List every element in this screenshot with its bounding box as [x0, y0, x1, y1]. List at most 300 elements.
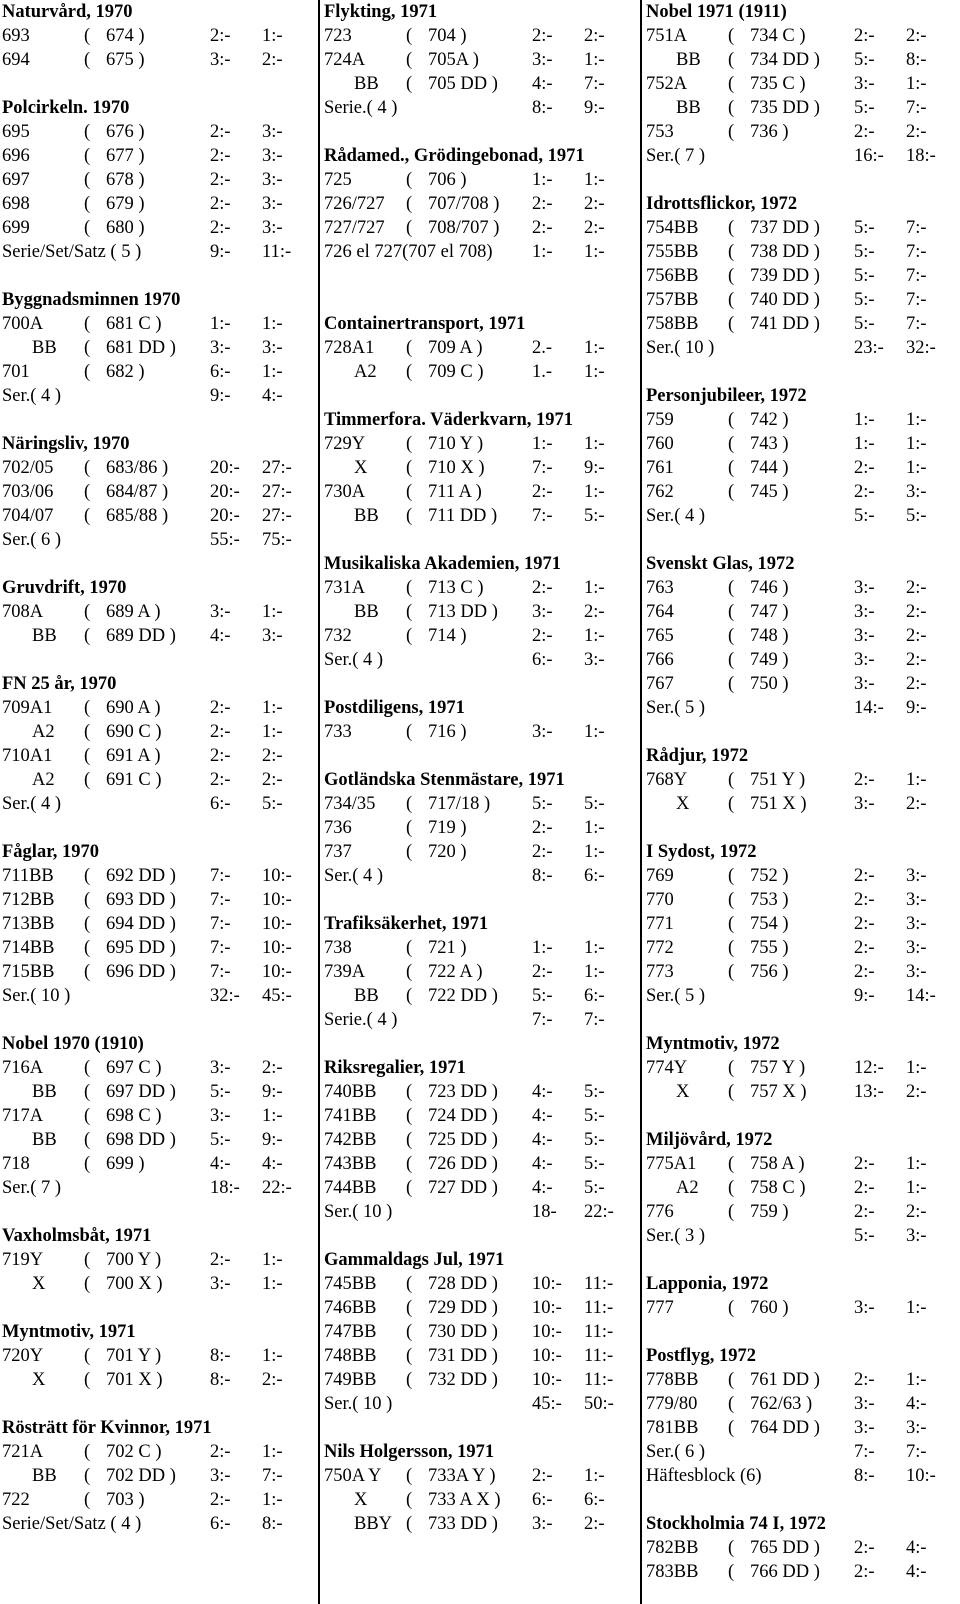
close-paren: ) [150, 1106, 162, 1126]
price-used: 2:- [906, 626, 927, 646]
open-paren: ( [406, 362, 413, 382]
price-used: 2:- [584, 1514, 605, 1534]
section-spacer [0, 72, 314, 96]
price-unused: 3:- [854, 74, 875, 94]
set-label: Serie.( 4 ) [324, 98, 398, 118]
catalog-number: 762 [646, 482, 674, 502]
cross-reference [428, 480, 482, 504]
cross-reference-number: 694 DD [106, 914, 166, 934]
open-paren: ( [406, 1082, 413, 1102]
cross-reference-number: 700 X [106, 1274, 152, 1294]
catalog-number: 717A [2, 1106, 44, 1126]
catalog-number: 746BB [324, 1298, 377, 1318]
open-paren: ( [728, 770, 735, 790]
catalog-number: 750A Y [324, 1466, 382, 1486]
close-paren: ) [157, 458, 169, 478]
price-unused: 5:- [854, 218, 875, 238]
price-unused: 7:- [854, 1442, 875, 1462]
close-paren: ) [150, 1346, 162, 1366]
stamp-row [644, 864, 958, 888]
price-used: 3:- [906, 962, 927, 982]
cross-reference-number: 707/708 [428, 194, 489, 214]
catalog-section [322, 1416, 636, 1536]
close-paren: ) [809, 1538, 820, 1558]
close-paren: ) [809, 1370, 820, 1390]
section-spacer [644, 360, 958, 384]
stamp-row [0, 1104, 314, 1128]
catalog-number: BB [32, 1466, 57, 1486]
catalog-section [322, 384, 636, 528]
price-unused: 3:- [854, 1394, 875, 1414]
cross-reference [428, 24, 467, 48]
cross-reference [106, 864, 176, 888]
cross-reference [428, 336, 483, 360]
cross-reference [750, 288, 820, 312]
catalog-number: 736 [324, 818, 352, 838]
close-paren: ) [809, 242, 820, 262]
cross-reference-number: 756 [750, 962, 778, 982]
close-paren: ) [487, 1178, 498, 1198]
stamp-row [322, 1152, 636, 1176]
column-divider [640, 0, 642, 1604]
stamp-row [322, 456, 636, 480]
close-paren: ) [455, 938, 467, 958]
open-paren: ( [406, 626, 413, 646]
cross-reference-number: 701 Y [106, 1346, 151, 1366]
open-paren: ( [84, 1370, 91, 1390]
cross-reference-number: 720 [428, 842, 456, 862]
close-paren: ) [133, 362, 145, 382]
stamp-row [0, 144, 314, 168]
cross-reference-number: 758 C [750, 1178, 795, 1198]
price-unused: 6:- [532, 1490, 553, 1510]
price-unused: 5:- [210, 1082, 231, 1102]
set-label: Ser.( 10 ) [2, 986, 71, 1006]
open-paren: ( [728, 626, 735, 646]
cross-reference [428, 72, 498, 96]
open-paren: ( [728, 1058, 735, 1078]
stamp-row [0, 24, 314, 48]
catalog-number: 761 [646, 458, 674, 478]
price-unused: 5:- [854, 1226, 875, 1246]
set-label: Ser.( 10 ) [324, 1394, 393, 1414]
catalog-number: 782BB [646, 1538, 699, 1558]
cross-reference [750, 1560, 820, 1584]
open-paren: ( [84, 1466, 91, 1486]
close-paren: ) [151, 1370, 163, 1390]
price-unused: 5:- [210, 1130, 231, 1150]
price-unused: 3:- [854, 650, 875, 670]
close-paren: ) [777, 602, 789, 622]
open-paren: ( [406, 1514, 413, 1534]
cross-reference-number: 711 A [428, 482, 472, 502]
price-unused: 2:- [210, 1442, 231, 1462]
cross-reference-number: 702 DD [106, 1466, 166, 1486]
set-label: Häftesblock (6) [646, 1466, 762, 1486]
open-paren: ( [728, 314, 735, 334]
open-paren: ( [406, 1370, 413, 1390]
price-used: 2:- [262, 50, 283, 70]
cross-reference [428, 1512, 498, 1536]
open-paren: ( [84, 314, 91, 334]
price-unused: 3:- [210, 1106, 231, 1126]
price-used: 2:- [584, 218, 605, 238]
cross-reference-number: 755 [750, 938, 778, 958]
stamp-row [322, 1368, 636, 1392]
price-used: 8:- [262, 1514, 283, 1534]
stamp-row [322, 72, 636, 96]
open-paren: ( [728, 674, 735, 694]
stamp-row [644, 576, 958, 600]
set-label: Ser.( 7 ) [646, 146, 706, 166]
open-paren: ( [728, 914, 735, 934]
close-paren: ) [455, 818, 467, 838]
price-unused: 1:- [854, 410, 875, 430]
section-spacer [322, 384, 636, 408]
cross-reference [106, 48, 145, 72]
catalog-number: 710A1 [2, 746, 53, 766]
cross-reference-number: 681 DD [106, 338, 166, 358]
catalog-number: BBY [354, 1514, 393, 1534]
price-unused: 9:- [854, 986, 875, 1006]
price-unused: 20:- [210, 458, 240, 478]
close-paren: ) [472, 578, 484, 598]
set-label: Ser.( 4 ) [646, 506, 706, 526]
catalog-number: A2 [676, 1178, 699, 1198]
price-used: 1:- [584, 842, 605, 862]
stamp-row [322, 432, 636, 456]
price-used: 3:- [906, 1226, 927, 1246]
price-unused: 2:- [210, 722, 231, 742]
stamp-row [0, 1272, 314, 1296]
cross-reference-number: 747 [750, 602, 778, 622]
price-used: 27:- [262, 482, 292, 502]
price-used: 7:- [262, 1466, 283, 1486]
section-spacer [644, 1008, 958, 1032]
price-used: 7:- [906, 98, 927, 118]
price-unused: 8:- [532, 866, 553, 886]
cross-reference-number: 762/63 [750, 1394, 802, 1414]
section-title: Musikaliska Akademien, 1971 [324, 554, 561, 574]
open-paren: ( [728, 50, 735, 70]
price-used: 4:- [906, 1538, 927, 1558]
cross-reference-number: 761 DD [750, 1370, 810, 1390]
catalog-number: 771 [646, 914, 674, 934]
section-title: Naturvård, 1970 [2, 2, 133, 22]
price-unused: 10:- [532, 1274, 562, 1294]
close-paren: ) [777, 938, 789, 958]
cross-reference [750, 432, 789, 456]
open-paren: ( [406, 986, 413, 1006]
price-unused: 8:- [854, 1466, 875, 1486]
stamp-row [0, 720, 314, 744]
catalog-section [0, 264, 314, 408]
cross-reference [428, 840, 467, 864]
price-unused: 3:- [532, 602, 553, 622]
cross-reference [428, 792, 490, 816]
cross-reference-number: 726 DD [428, 1154, 488, 1174]
close-paren: ) [487, 1346, 498, 1366]
price-used: 8:- [906, 50, 927, 70]
price-unused: 2:- [532, 578, 553, 598]
open-paren: ( [406, 602, 413, 622]
close-paren: ) [487, 74, 498, 94]
close-paren: ) [809, 290, 820, 310]
set-label: Ser.( 3 ) [646, 1226, 706, 1246]
set-total-row [0, 792, 314, 816]
section-title: Rådjur, 1972 [646, 746, 749, 766]
section-spacer [0, 1296, 314, 1320]
catalog-number: 751A [646, 26, 688, 46]
price-used: 3:- [584, 650, 605, 670]
catalog-section [644, 1248, 958, 1320]
cross-reference-number: 706 [428, 170, 456, 190]
price-used: 2:- [262, 1370, 283, 1390]
stamp-row [644, 1152, 958, 1176]
cross-reference [106, 24, 145, 48]
catalog-number: 720Y [2, 1346, 44, 1366]
catalog-number: 776 [646, 1202, 674, 1222]
cross-reference [106, 1440, 162, 1464]
catalog-section [322, 744, 636, 888]
cross-reference [106, 456, 168, 480]
price-unused: 3:- [532, 722, 553, 742]
close-paren: ) [471, 482, 482, 502]
price-used: 1:- [584, 722, 605, 742]
open-paren: ( [84, 482, 91, 502]
close-paren: ) [777, 890, 789, 910]
close-paren: ) [488, 218, 500, 238]
price-used: 27:- [262, 506, 292, 526]
cross-reference [106, 1464, 176, 1488]
cross-reference [106, 216, 145, 240]
stamp-row [0, 1248, 314, 1272]
open-paren: ( [84, 1106, 91, 1126]
cross-reference [750, 600, 789, 624]
cross-reference-number: 748 [750, 626, 778, 646]
price-unused: 2:- [532, 218, 553, 238]
open-paren: ( [406, 1154, 413, 1174]
price-used: 4:- [906, 1562, 927, 1582]
catalog-number: 730A [324, 482, 366, 502]
price-used: 1:- [262, 698, 283, 718]
close-paren: ) [809, 1418, 820, 1438]
price-unused: 2:- [532, 842, 553, 862]
close-paren: ) [133, 50, 145, 70]
section-spacer [0, 648, 314, 672]
close-paren: ) [479, 794, 491, 814]
price-used: 27:- [262, 458, 292, 478]
section-title: Fåglar, 1970 [2, 842, 99, 862]
cross-reference [106, 1344, 161, 1368]
close-paren: ) [487, 1106, 498, 1126]
cross-reference [750, 912, 789, 936]
price-used: 3:- [262, 146, 283, 166]
catalog-section [644, 528, 958, 720]
price-unused: 5:- [854, 290, 875, 310]
column-divider [318, 0, 320, 1604]
cross-reference-number: 733 A X [428, 1490, 490, 1510]
catalog-number: 749BB [324, 1370, 377, 1390]
stamp-row [644, 936, 958, 960]
catalog-number: 733 [324, 722, 352, 742]
cross-reference [428, 984, 498, 1008]
cross-reference-number: 735 DD [750, 98, 810, 118]
cross-reference-number: 682 [106, 362, 134, 382]
cross-reference [106, 624, 176, 648]
cross-reference [106, 360, 145, 384]
price-used: 2:- [906, 794, 927, 814]
cross-reference [106, 1272, 163, 1296]
stamp-row [644, 1416, 958, 1440]
cross-reference-number: 691 C [106, 770, 151, 790]
price-used: 32:- [906, 338, 936, 358]
price-used: 2:- [906, 674, 927, 694]
open-paren: ( [84, 50, 91, 70]
cross-reference-number: 744 [750, 458, 778, 478]
stamp-row [0, 888, 314, 912]
cross-reference [106, 1488, 145, 1512]
catalog-number: 745BB [324, 1274, 377, 1294]
cross-reference-number: 754 [750, 914, 778, 934]
cross-reference-number: 733A Y [428, 1466, 485, 1486]
section-title: Gotländska Stenmästare, 1971 [324, 770, 565, 790]
set-total-row [0, 1176, 314, 1200]
price-used: 2:- [906, 578, 927, 598]
close-paren: ) [794, 26, 806, 46]
price-unused: 4:- [532, 1130, 553, 1150]
cross-reference-number: 705 DD [428, 74, 488, 94]
set-total-row [644, 336, 958, 360]
catalog-number: X [354, 1490, 368, 1510]
price-used: 45:- [262, 986, 292, 1006]
open-paren: ( [84, 746, 91, 766]
price-used: 1:- [584, 242, 605, 262]
price-unused: 2:- [532, 626, 553, 646]
close-paren: ) [809, 314, 820, 334]
catalog-section [0, 648, 314, 816]
catalog-number: 768Y [646, 770, 688, 790]
set-label: Ser.( 6 ) [2, 530, 62, 550]
cross-reference [106, 336, 176, 360]
price-unused: 2:- [210, 146, 231, 166]
close-paren: ) [777, 482, 789, 502]
cross-reference-number: 746 [750, 578, 778, 598]
close-paren: ) [150, 1058, 162, 1078]
close-paren: ) [487, 1298, 498, 1318]
price-unused: 32:- [210, 986, 240, 1006]
price-unused: 2:- [532, 26, 553, 46]
price-unused: 18- [532, 1202, 557, 1222]
cross-reference-number: 757 X [750, 1082, 796, 1102]
price-unused: 14:- [854, 698, 884, 718]
price-used: 1:- [584, 434, 605, 454]
price-used: 1:- [584, 818, 605, 838]
section-spacer [644, 816, 958, 840]
open-paren: ( [406, 74, 413, 94]
price-unused: 18:- [210, 1178, 240, 1198]
stamp-row [0, 120, 314, 144]
cross-reference [428, 936, 467, 960]
cross-reference [750, 408, 789, 432]
cross-reference-number: 709 C [428, 362, 473, 382]
stamp-row [644, 264, 958, 288]
cross-reference [750, 1056, 805, 1080]
section-spacer [322, 120, 636, 144]
stamp-row [644, 120, 958, 144]
open-paren: ( [728, 74, 735, 94]
stamp-row [0, 480, 314, 504]
price-used: 1:- [906, 770, 927, 790]
price-used: 3:- [262, 122, 283, 142]
stamp-row [0, 1344, 314, 1368]
close-paren: ) [149, 746, 161, 766]
cross-reference [750, 480, 789, 504]
section-spacer [644, 1104, 958, 1128]
price-used: 1:- [584, 1466, 605, 1486]
price-used: 10:- [262, 890, 292, 910]
set-total-row [644, 144, 958, 168]
catalog-number: 731A [324, 578, 366, 598]
catalog-number: 772 [646, 938, 674, 958]
cross-reference [428, 1344, 498, 1368]
cross-reference [428, 216, 499, 240]
price-unused: 7:- [210, 914, 231, 934]
catalog-section [322, 120, 636, 264]
cross-reference-number: 714 [428, 626, 456, 646]
cross-reference [106, 696, 161, 720]
open-paren: ( [728, 458, 735, 478]
cross-reference-number: 713 C [428, 578, 473, 598]
close-paren: ) [165, 866, 176, 886]
price-used: 1:- [906, 434, 927, 454]
cross-reference [750, 456, 789, 480]
price-unused: 2:- [854, 458, 875, 478]
cross-reference-number: 736 [750, 122, 778, 142]
catalog-section [644, 1008, 958, 1104]
price-unused: 2:- [532, 818, 553, 838]
cross-reference [428, 456, 485, 480]
close-paren: ) [777, 650, 789, 670]
price-used: 1:- [262, 1346, 283, 1366]
section-title: Stockholmia 74 I, 1972 [646, 1514, 826, 1534]
stamp-row [644, 72, 958, 96]
set-total-row [644, 696, 958, 720]
set-total-row [322, 864, 636, 888]
close-paren: ) [133, 146, 145, 166]
cross-reference-number: 710 X [428, 458, 474, 478]
close-paren: ) [133, 1154, 145, 1174]
price-used: 5:- [584, 1106, 605, 1126]
cross-reference [428, 432, 483, 456]
cross-reference-number: 689 DD [106, 626, 166, 646]
catalog-section [0, 72, 314, 264]
stamp-row [644, 672, 958, 696]
catalog-number: 758BB [646, 314, 699, 334]
section-spacer [0, 816, 314, 840]
catalog-number: BB [676, 98, 701, 118]
cross-reference-number: 719 [428, 818, 456, 838]
price-unused: 2.- [532, 338, 553, 358]
cross-reference-number: 680 [106, 218, 134, 238]
section-spacer [322, 1032, 636, 1056]
price-used: 5:- [584, 794, 605, 814]
price-used: 2:- [906, 122, 927, 142]
price-used: 1:- [906, 458, 927, 478]
stamp-row [644, 312, 958, 336]
stamp-row [322, 1128, 636, 1152]
catalog-section [0, 816, 314, 1008]
